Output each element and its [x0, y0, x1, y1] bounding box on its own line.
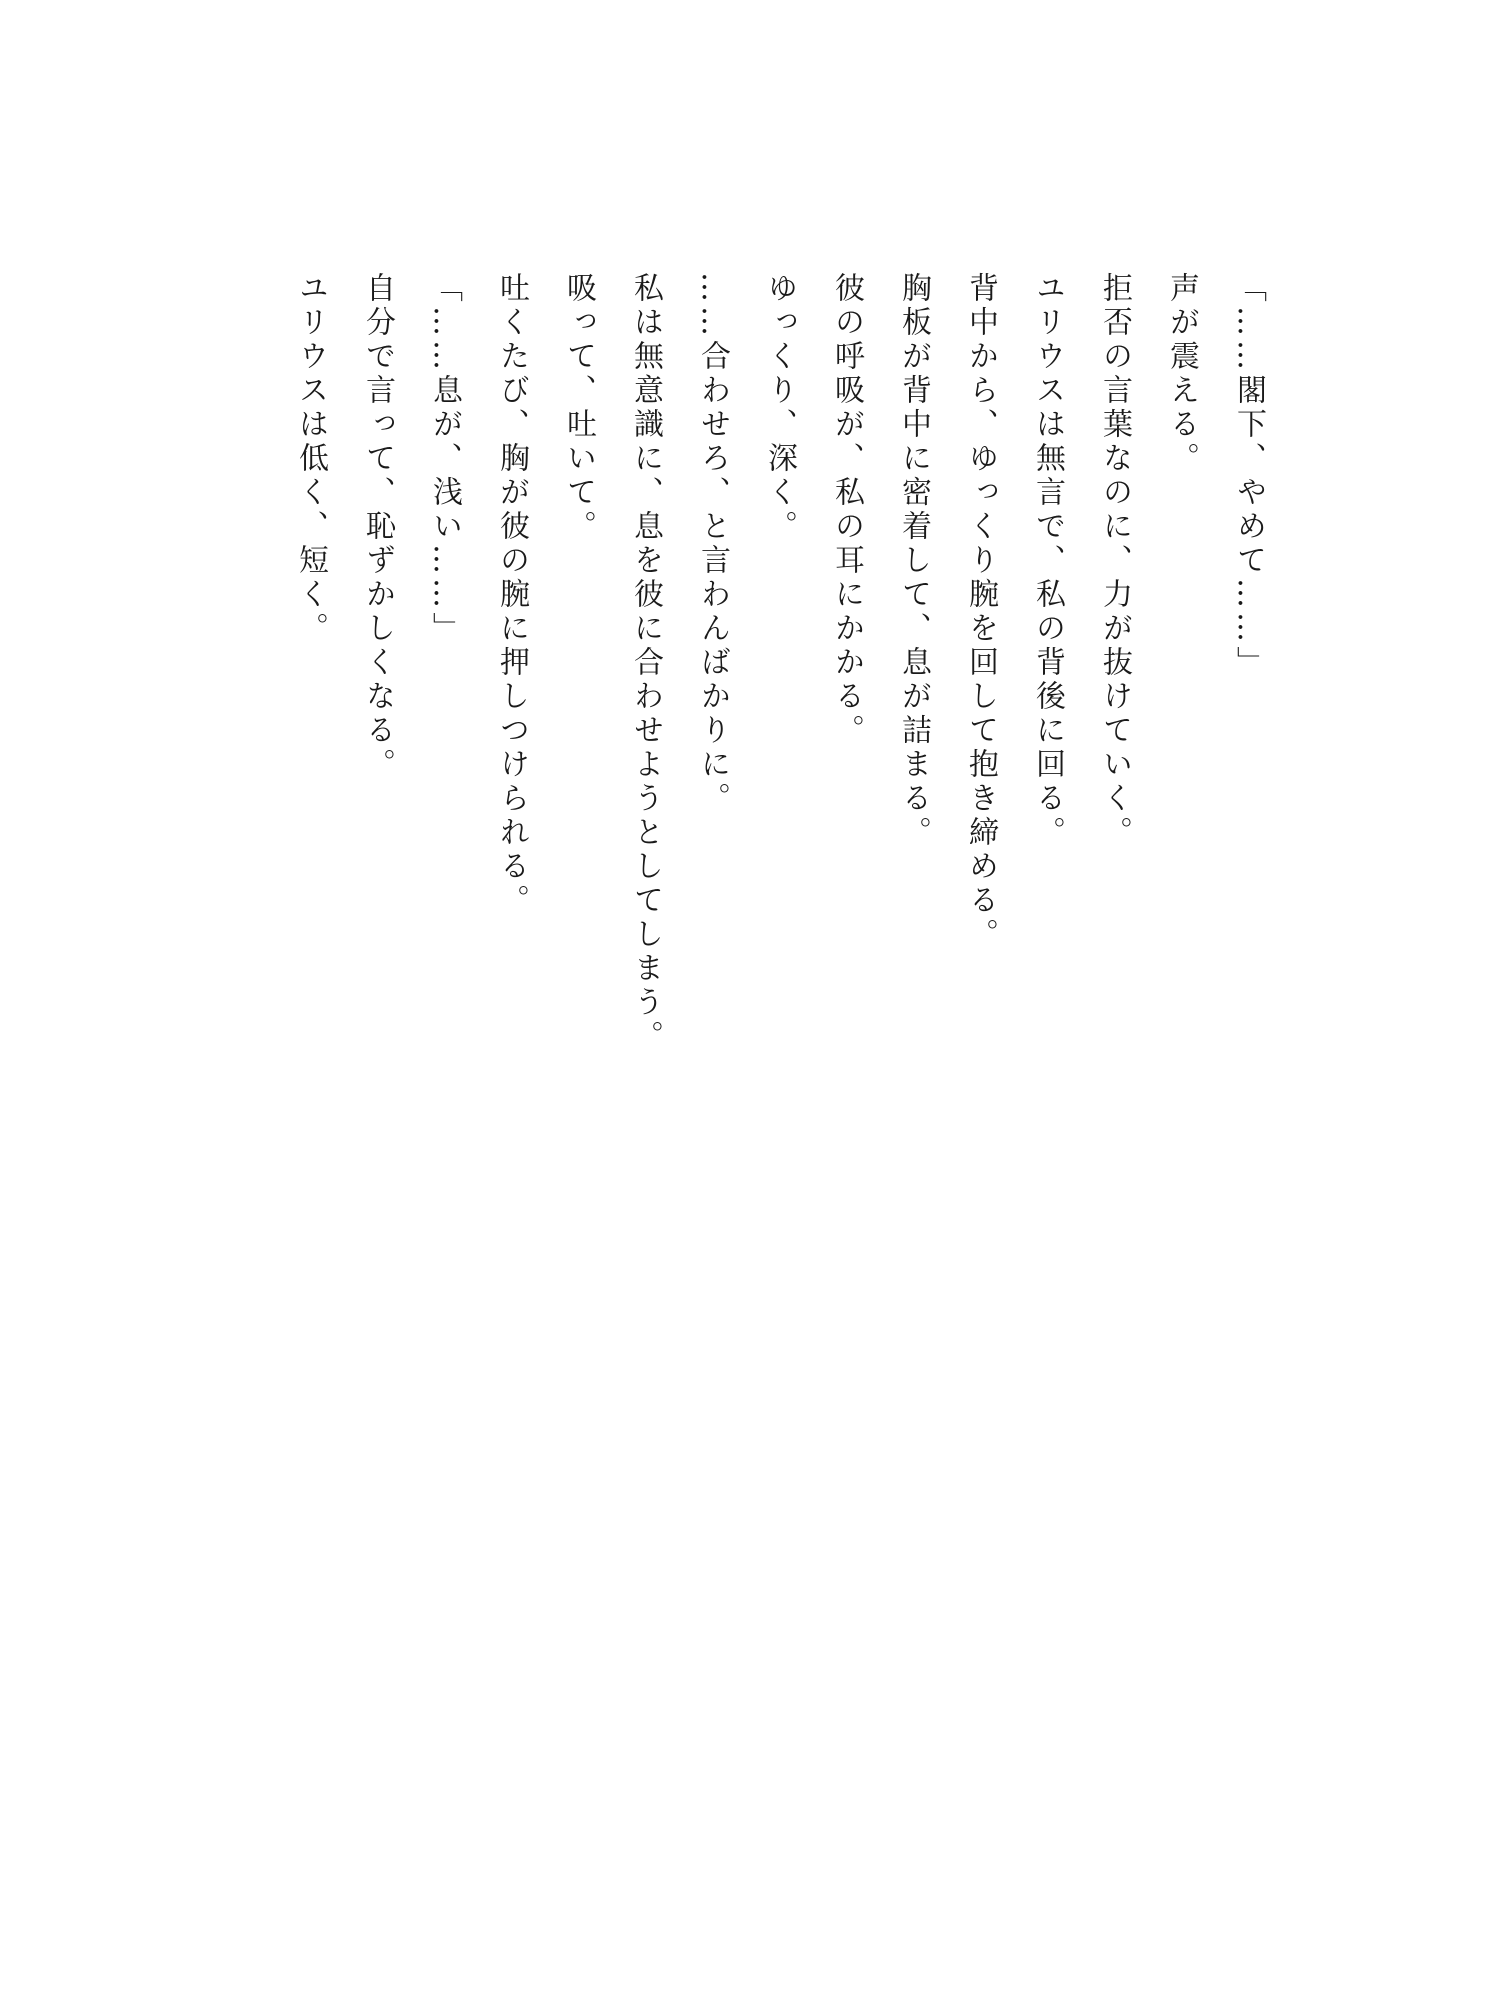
- text-line: 私は無意識に、息を彼に合わせようとしてしまう。: [628, 272, 663, 1054]
- text-line: 拒否の言葉なのに、力が抜けていく。: [1097, 272, 1132, 850]
- text-line: 吐くたび、胸が彼の腕に押しつけられる。: [494, 272, 529, 918]
- text-line: 「……息が、浅い……」: [427, 272, 462, 646]
- text-line: 自分で言って、恥ずかしくなる。: [360, 272, 395, 782]
- text-line: ゆっくり、深く。: [762, 272, 797, 544]
- text-line: ユリウスは無言で、私の背後に回る。: [1030, 272, 1065, 850]
- text-line: ……合わせろ、と言わんばかりに。: [695, 272, 730, 816]
- text-line: 声が震える。: [1164, 272, 1199, 476]
- text-line: 胸板が背中に密着して、息が詰まる。: [896, 272, 931, 850]
- text-line: 背中から、ゆっくり腕を回して抱き締める。: [963, 272, 998, 952]
- text-line: 「……閣下、やめて……」: [1231, 272, 1266, 680]
- vertical-text-body: [282, 272, 1282, 1672]
- text-line: 彼の呼吸が、私の耳にかかる。: [829, 272, 864, 748]
- text-line: ユリウスは低く、短く。: [293, 272, 328, 646]
- text-line: 吸って、吐いて。: [561, 272, 596, 544]
